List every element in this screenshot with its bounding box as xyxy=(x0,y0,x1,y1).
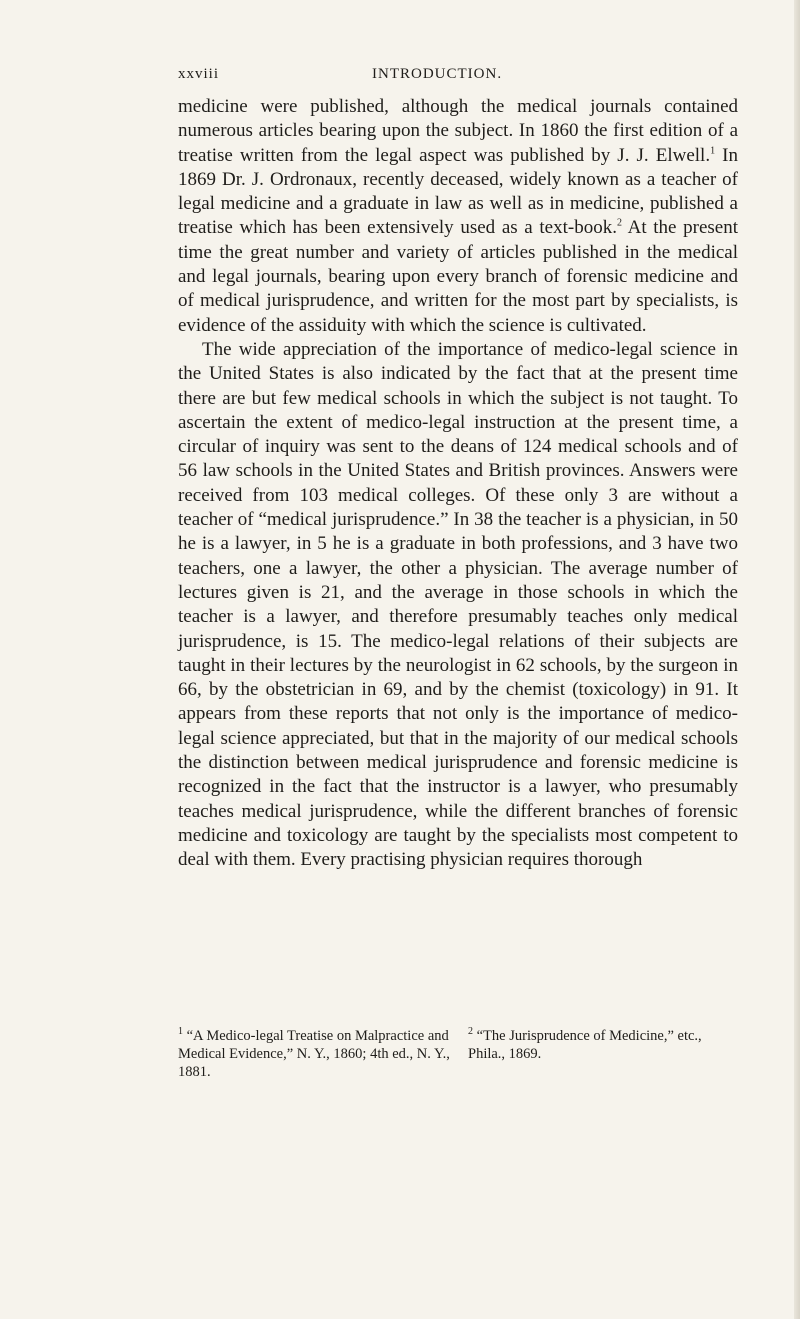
footnote-ref-1: 1 xyxy=(710,145,716,157)
body-text xyxy=(178,95,738,873)
paragraph-1 xyxy=(178,95,738,338)
page-number: xxviii xyxy=(178,66,220,82)
paragraph-1-part-b: In 1869 Dr. J. Ordronaux, recently deceased, widely known as a teacher of legal medicine and a graduate in law as well as in medicine, published a treatise which has been extensively used as a text-book. xyxy=(178,144,738,239)
footnote-2-marker: 2 xyxy=(468,1026,473,1038)
footnotes xyxy=(178,1027,738,1081)
scan-edge xyxy=(794,0,800,1319)
paragraph-1-part-c: At the present time the great number and variety of articles published in the medical and legal journals, bearing upon every branch of forensic medicine and of medical jurisprudence, and written for the most part by specialists, is evidence of the assiduity with which the science is cultivated. xyxy=(178,217,739,336)
running-head: INTRODUCTION. xyxy=(372,66,503,82)
footnote-2-text: “The Jurisprudence of Medicine,” etc., Phila., 1869. xyxy=(468,1028,702,1062)
footnote-1-text: “A Medico-legal Treatise on Malpractice and Medical Evidence,” N. Y., 1860; 4th ed., N. Y., 1881. xyxy=(178,1028,450,1080)
footnote-1 xyxy=(178,1027,453,1081)
footnote-2 xyxy=(468,1027,738,1081)
paragraph-2: The wide appreciation of the importance of medico-legal science in the United States is also indicated by the fact that at the present time there are but few medical schools in which the subject is not taught. To ascertain the extent of medico-legal instruction at the present time, a circular of inquiry was sent to the deans of 124 medical schools and of 56 law schools in the United States and British provinces. Answers were received from 103 medical colleges. Of these only 3 are without a teacher of “medical jurisprudence.” In 38 the teacher is a physician, in 50 he is a lawyer, in 5 he is a graduate in both professions, and 3 have two teachers, one a lawyer, the other a physician. The average number of lectures given is 21, and the average in those schools in which the teacher is a lawyer, and therefore presumably teaches only medical jurisprudence, is 15. The medico-legal relations of their subjects are taught in their lectures by the neurologist in 62 schools, by the surgeon in 66, by the obstetrician in 69, and by the chemist (toxicology) in 91. It appears from these reports that not only is the importance of medico-legal science appreciated, but that in the majority of our medical schools the distinction between medical jurisprudence and forensic medicine is recognized in the fact that the instructor is a lawyer, who presumably teaches medical jurisprudence, while the different branches of forensic medicine and toxicology are taught by the specialists most competent to deal with them. Every practising physician requires thorough xyxy=(178,338,738,871)
paragraph-1-part-a: medicine were published, although the medical journals contained numerous articles bearing upon the subject. In 1860 the first edition of a treatise written from the legal aspect was published by J. J. Elwell. xyxy=(178,96,738,166)
footnote-1-marker: 1 xyxy=(178,1026,183,1038)
footnote-ref-2: 2 xyxy=(616,218,622,230)
